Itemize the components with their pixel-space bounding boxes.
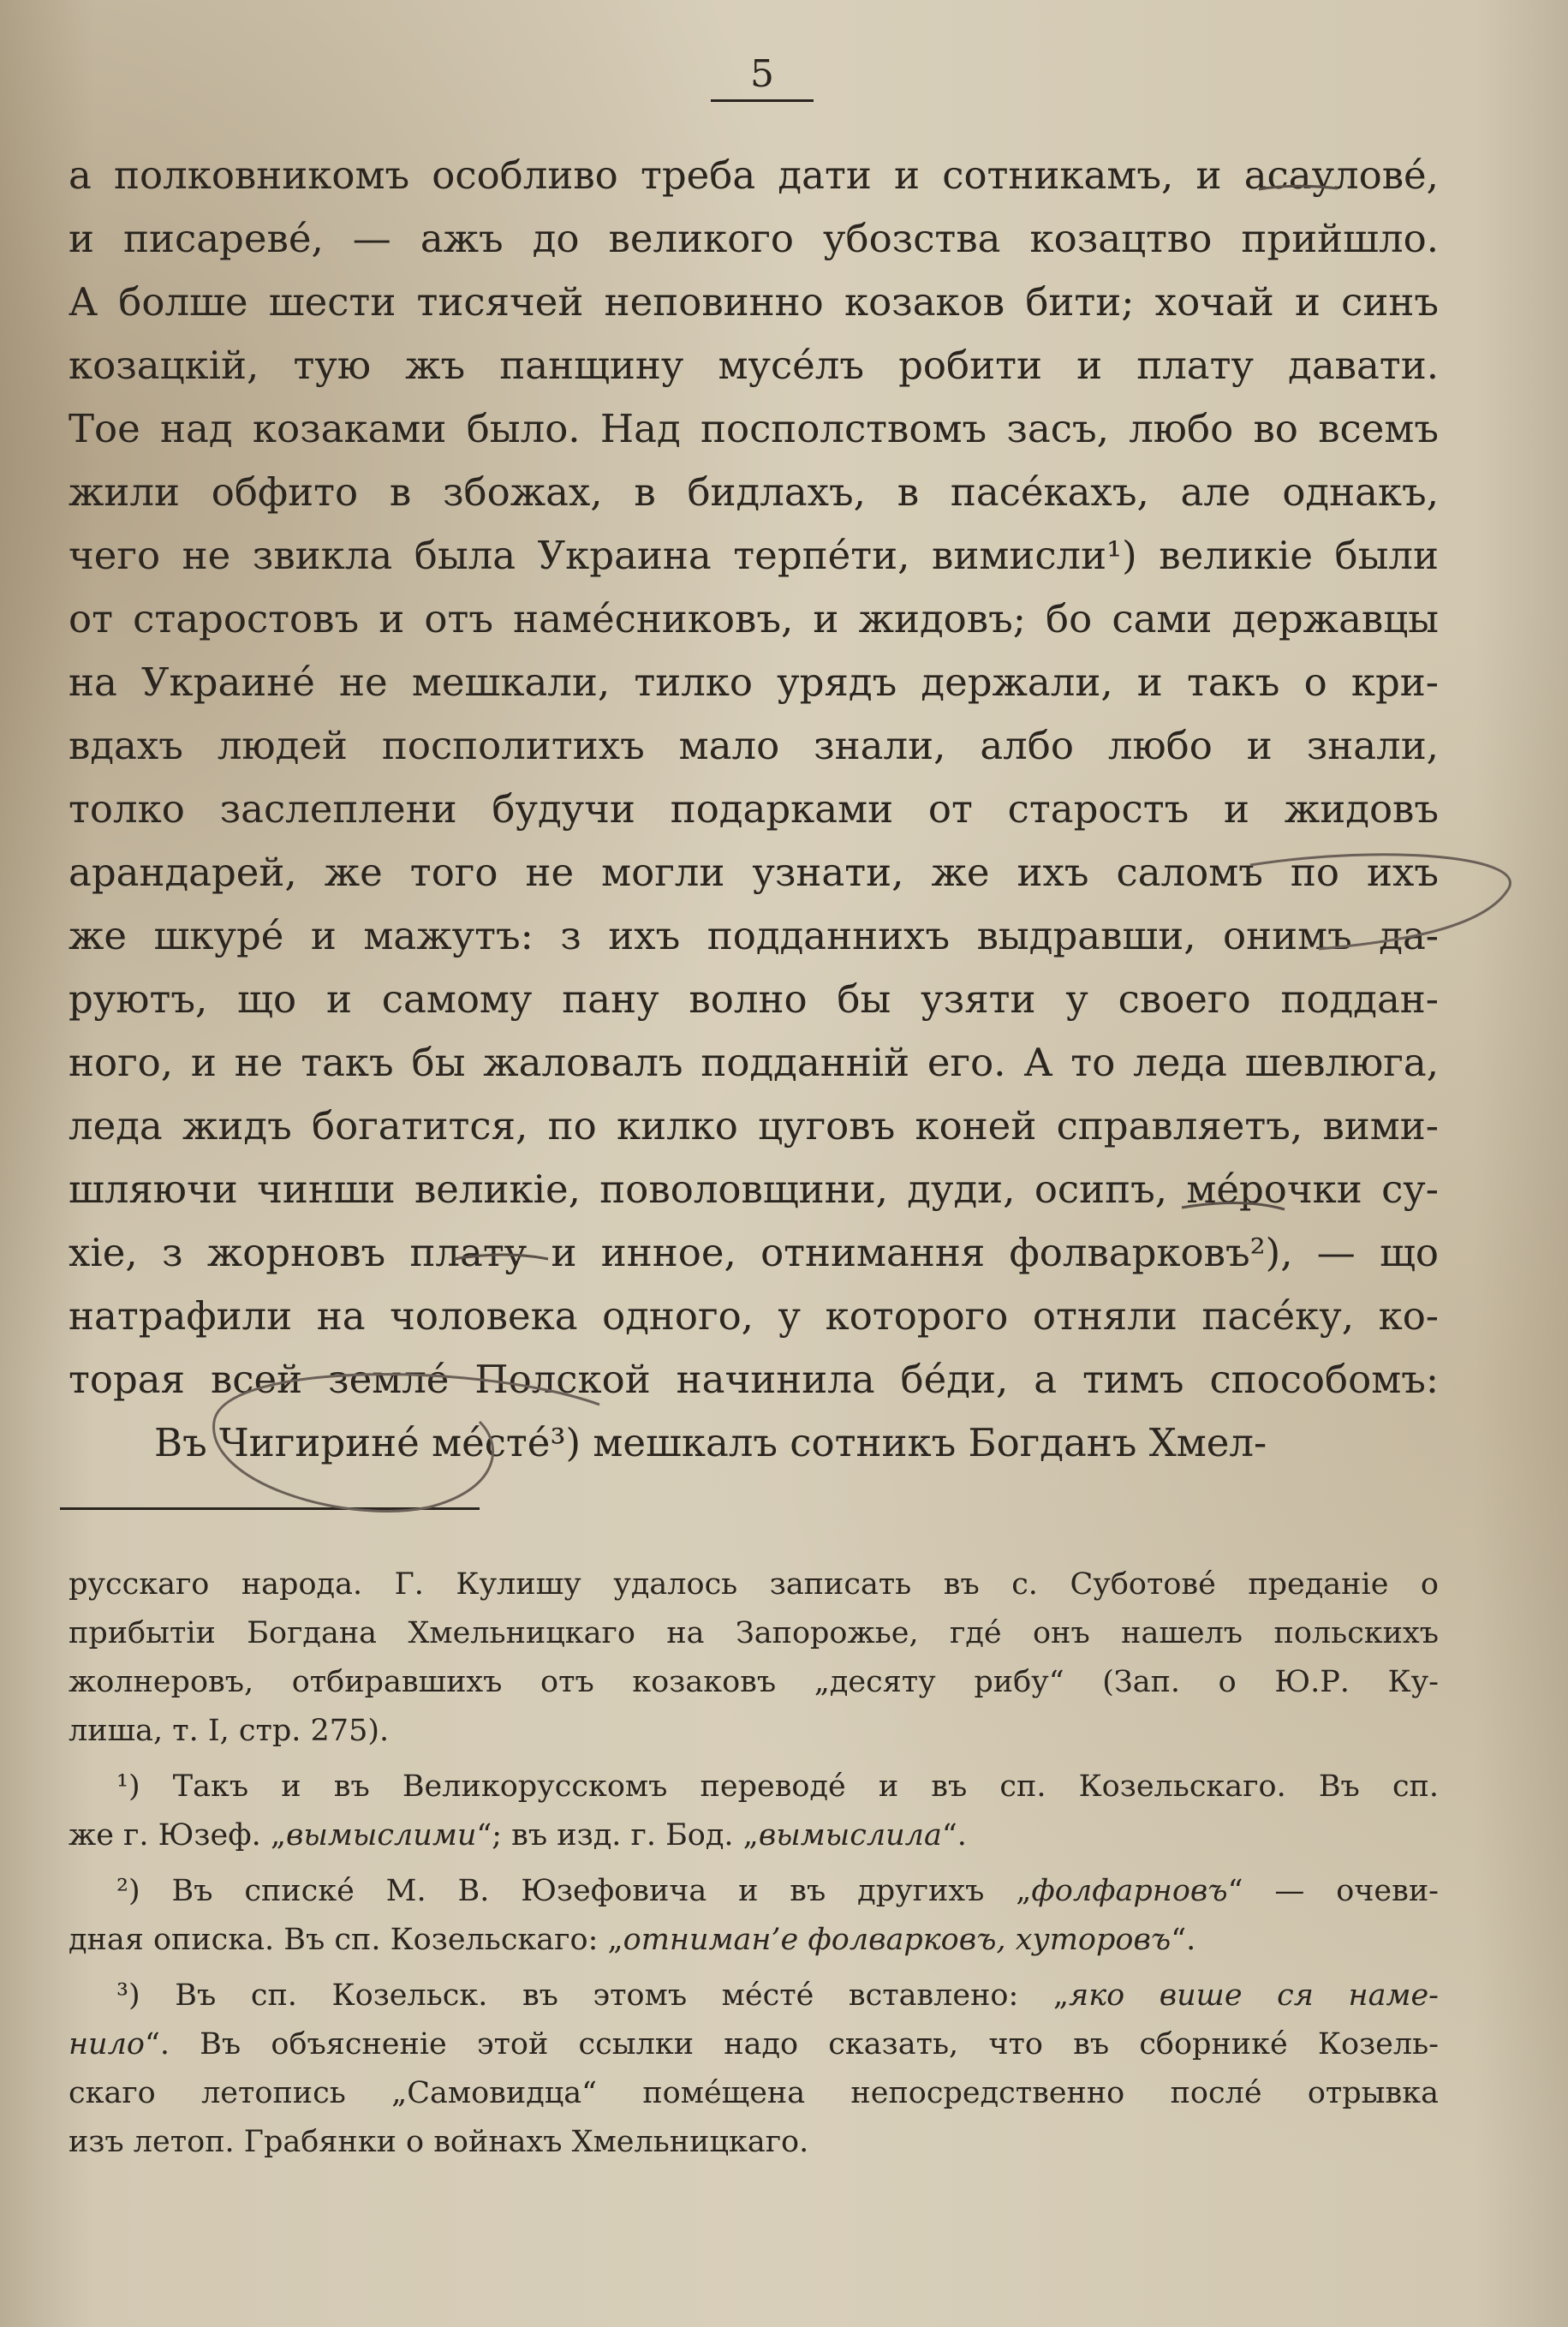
paragraph-start-line: Въ Чигирине́ ме́сте́³) мешкалъ сотникъ Богданъ Хмел- <box>154 1420 1267 1465</box>
text-line: арандарей, же того не могли узнати, же ихъ саломъ по ихъ <box>69 850 1439 895</box>
text-line: и писареве́, — ажъ до великого убозства козацтво прийшло. <box>69 216 1439 261</box>
footnotes <box>69 1560 1439 2167</box>
text-line: натрафили на чоловека одного, у которого отняли пасе́ку, ко- <box>69 1293 1439 1339</box>
footnote-marker: ³ <box>550 1420 566 1465</box>
text-line: А болше шести тисячей неповинно козаков бити; хочай и синъ <box>69 279 1439 325</box>
italic-variant: нило <box>69 2027 145 2061</box>
footnote-separator <box>60 1507 480 1510</box>
text-line: Тое над козаками было. Над посполствомъ засъ, любо во всемъ <box>69 406 1439 451</box>
text-line: на Украине́ не мешкали, тилко урядъ держали, и такъ о кри- <box>69 659 1439 705</box>
footnote-3-line: скаго летопись „Самовидца“ поме́щена непосредственно после́ отрывка <box>69 2076 1439 2110</box>
italic-variant: вымыслими <box>285 1818 477 1853</box>
text-line: козацкій, тую жъ панщину мусе́лъ робити и плату давати. <box>69 343 1439 388</box>
text-line: леда жидъ богатится, по килко цуговъ коней справляетъ, вими- <box>69 1103 1439 1149</box>
page-number: 5 <box>750 52 774 96</box>
italic-variant: яко више ся наме- <box>1069 1978 1439 2013</box>
footnote-3-line: изъ летоп. Грабянки о войнахъ Хмельницкаго. <box>69 2125 809 2159</box>
italic-variant: отниман’е фолварковъ, хуторовъ <box>623 1923 1172 1957</box>
italic-variant: фолфарновъ <box>1031 1874 1228 1908</box>
footnote-marker: ² <box>1249 1230 1266 1275</box>
text-line: шляючи чинши великіе, поволовщини, дуди, осипъ, ме́рочки су- <box>69 1166 1439 1212</box>
footnote-continuation-line: жолнеровъ, отбиравшихъ отъ козаковъ „десяту рибу“ (Зап. о Ю.Р. Ку- <box>69 1665 1439 1699</box>
text-line: руютъ, що и самому пану волно бы узяти у своего поддан- <box>69 976 1439 1022</box>
footnote-2-line: дная описка. Въ сп. Козельскаго: „отниман’е фолварковъ, хуторовъ“. <box>69 1923 1196 1957</box>
footnote-1-line: же г. Юзеф. „вымыслими“; въ изд. г. Бод. „вымыслила“. <box>69 1818 967 1853</box>
text-line: же шкуре́ и мажутъ: з ихъ подданнихъ выдравши, онимъ да- <box>69 913 1439 958</box>
text-line: чего не звикла была Украина терпе́ти, вимисли¹) великіе были <box>69 533 1440 578</box>
text-line: торая всей земле́ Полской начинила бе́ди, а тимъ способомъ: <box>69 1357 1439 1402</box>
text-line: ного, и не такъ бы жаловалъ подданній его. А то леда шевлюга, <box>69 1040 1439 1085</box>
main-text <box>69 144 1439 1475</box>
text-line: жили обфито в збожах, в бидлахъ, в пасе́кахъ, але однакъ, <box>69 469 1439 515</box>
footnote-marker: ¹ <box>1106 533 1123 578</box>
text-line: вдахъ людей посполитихъ мало знали, албо любо и знали, <box>69 723 1439 768</box>
footnote-3-line: нило“. Въ объясненіе этой ссылки надо сказать, что въ сборнике́ Козель- <box>69 2027 1439 2061</box>
footnote-continuation-line: русскаго народа. Г. Кулишу удалось записать въ с. Суботове́ преданіе о <box>69 1567 1439 1602</box>
page-number-underline <box>711 99 814 102</box>
text-line: толко заслеплени будучи подарками от старостъ и жидовъ <box>69 786 1439 832</box>
footnote-continuation-line: прибытіи Богдана Хмельницкаго на Запорожье, где́ онъ нашелъ польскихъ <box>69 1616 1439 1650</box>
footnote-1-line: ¹) Такъ и въ Великорусскомъ переводе́ и въ сп. Козельскаго. Въ сп. <box>116 1769 1439 1804</box>
text-line: хіе, з жорновъ плату и инное, отнимання фолварковъ²), — що <box>69 1230 1439 1275</box>
footnote-3-line: ³) Въ сп. Козельск. въ этомъ ме́сте́ вставлено: „яко више ся наме- <box>116 1978 1439 2013</box>
footnote-continuation-line: лиша, т. I, стр. 275). <box>69 1714 390 1748</box>
text-line: от старостовъ и отъ наме́сниковъ, и жидовъ; бо сами державцы <box>69 596 1439 641</box>
text-line: а полковникомъ особливо треба дати и сотникамъ, и асаулове́, <box>69 152 1439 198</box>
footnote-2-line: ²) Въ списке́ М. В. Юзефовича и въ другихъ „фолфарновъ“ — очеви- <box>116 1874 1439 1908</box>
italic-variant: вымыслила <box>758 1818 942 1853</box>
